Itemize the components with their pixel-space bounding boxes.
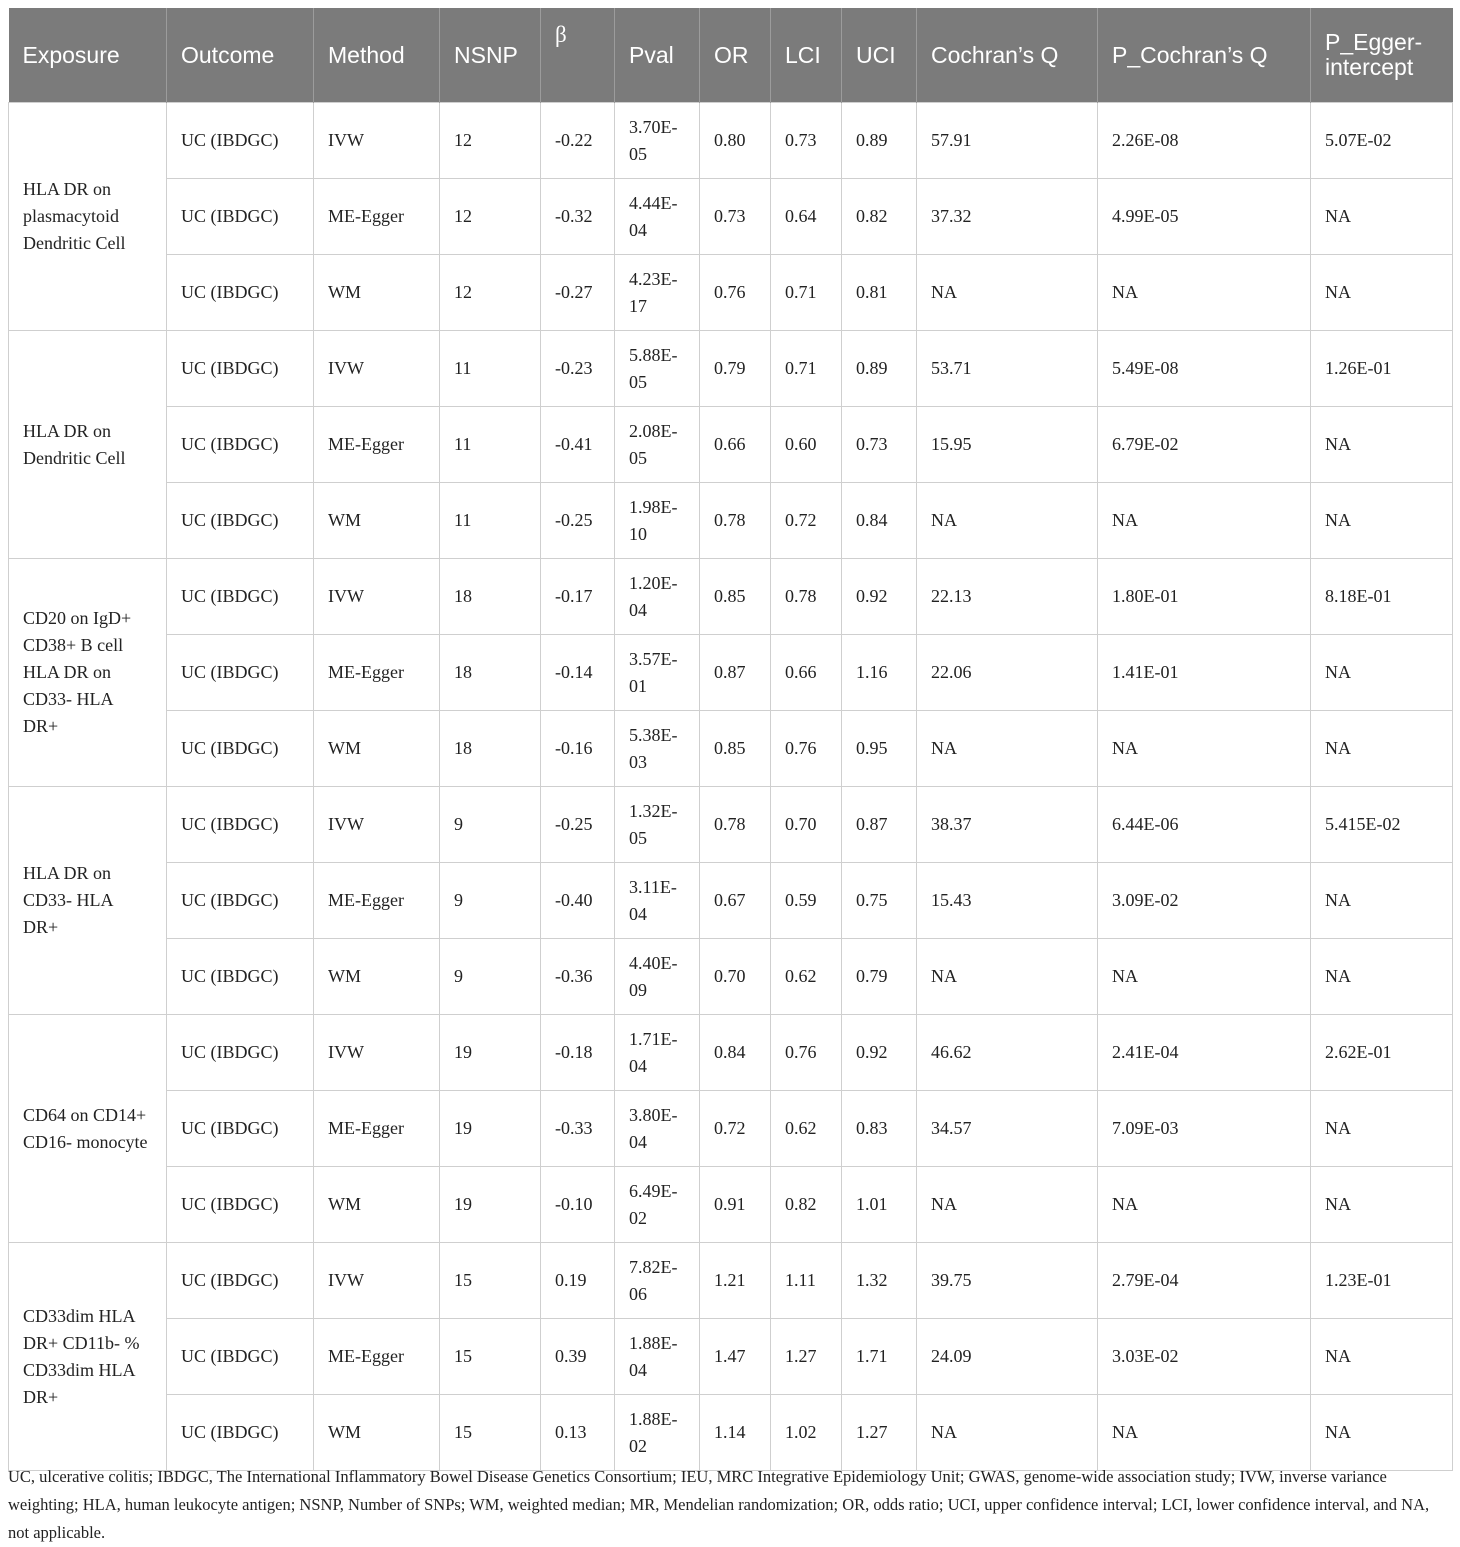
cell-exposure: HLA DR on plasmacytoid Dendritic Cell: [9, 103, 167, 331]
cell-p-egger-intercept: NA: [1311, 1091, 1453, 1167]
cell-outcome: UC (IBDGC): [167, 1395, 314, 1471]
cell-nsnp: 15: [440, 1243, 541, 1319]
cell-outcome: UC (IBDGC): [167, 483, 314, 559]
cell-beta: -0.36: [541, 939, 615, 1015]
cell-pval: 6.49E-02: [615, 1167, 700, 1243]
cell-pval: 3.57E-01: [615, 635, 700, 711]
cell-nsnp: 11: [440, 483, 541, 559]
cell-cochrans-q: 22.13: [917, 559, 1098, 635]
cell-p-cochrans-q: 3.03E-02: [1098, 1319, 1311, 1395]
cell-lci: 0.78: [771, 559, 842, 635]
header-row: [9, 8, 1453, 103]
cell-lci: 0.60: [771, 407, 842, 483]
cell-cochrans-q: 46.62: [917, 1015, 1098, 1091]
cell-pval: 4.23E-17: [615, 255, 700, 331]
cell-lci: 0.72: [771, 483, 842, 559]
table-row: [9, 407, 1453, 483]
cell-or: 0.72: [700, 1091, 771, 1167]
cell-cochrans-q: 39.75: [917, 1243, 1098, 1319]
cell-p-egger-intercept: NA: [1311, 483, 1453, 559]
cell-nsnp: 18: [440, 711, 541, 787]
cell-exposure: CD64 on CD14+ CD16- monocyte: [9, 1015, 167, 1243]
cell-outcome: UC (IBDGC): [167, 559, 314, 635]
cell-uci: 1.32: [842, 1243, 917, 1319]
cell-p-cochrans-q: 2.41E-04: [1098, 1015, 1311, 1091]
cell-lci: 0.73: [771, 103, 842, 179]
cell-pval: 1.32E-05: [615, 787, 700, 863]
cell-method: ME-Egger: [314, 635, 440, 711]
cell-lci: 0.64: [771, 179, 842, 255]
cell-pval: 1.20E-04: [615, 559, 700, 635]
cell-method: IVW: [314, 103, 440, 179]
cell-method: IVW: [314, 787, 440, 863]
cell-method: ME-Egger: [314, 179, 440, 255]
header-beta: β: [541, 8, 615, 103]
cell-uci: 0.83: [842, 1091, 917, 1167]
cell-p-cochrans-q: 1.80E-01: [1098, 559, 1311, 635]
cell-nsnp: 12: [440, 255, 541, 331]
table-row: [9, 1091, 1453, 1167]
cell-pval: 7.82E-06: [615, 1243, 700, 1319]
cell-beta: -0.25: [541, 787, 615, 863]
cell-outcome: UC (IBDGC): [167, 407, 314, 483]
cell-p-egger-intercept: 5.07E-02: [1311, 103, 1453, 179]
cell-p-egger-intercept: 1.26E-01: [1311, 331, 1453, 407]
table-row: [9, 863, 1453, 939]
cell-or: 0.87: [700, 635, 771, 711]
cell-beta: 0.13: [541, 1395, 615, 1471]
cell-p-cochrans-q: 6.79E-02: [1098, 407, 1311, 483]
cell-method: WM: [314, 255, 440, 331]
table-row: [9, 255, 1453, 331]
header-cochrans-q: Cochran’s Q: [917, 8, 1098, 103]
cell-cochrans-q: NA: [917, 255, 1098, 331]
cell-method: ME-Egger: [314, 1319, 440, 1395]
cell-p-cochrans-q: NA: [1098, 255, 1311, 331]
table-body: [9, 103, 1453, 1471]
cell-nsnp: 19: [440, 1167, 541, 1243]
cell-uci: 0.95: [842, 711, 917, 787]
cell-or: 0.67: [700, 863, 771, 939]
cell-pval: 4.44E-04: [615, 179, 700, 255]
cell-nsnp: 18: [440, 559, 541, 635]
table-row: [9, 939, 1453, 1015]
cell-cochrans-q: 22.06: [917, 635, 1098, 711]
header-or: OR: [700, 8, 771, 103]
cell-p-egger-intercept: 5.415E-02: [1311, 787, 1453, 863]
table-row: [9, 1243, 1453, 1319]
cell-nsnp: 15: [440, 1395, 541, 1471]
cell-uci: 0.92: [842, 559, 917, 635]
cell-lci: 0.62: [771, 1091, 842, 1167]
cell-beta: -0.32: [541, 179, 615, 255]
table-row: [9, 103, 1453, 179]
cell-beta: 0.39: [541, 1319, 615, 1395]
cell-outcome: UC (IBDGC): [167, 1015, 314, 1091]
cell-lci: 1.11: [771, 1243, 842, 1319]
cell-cochrans-q: NA: [917, 483, 1098, 559]
cell-p-cochrans-q: 1.41E-01: [1098, 635, 1311, 711]
cell-or: 0.85: [700, 711, 771, 787]
cell-beta: -0.25: [541, 483, 615, 559]
cell-p-egger-intercept: 8.18E-01: [1311, 559, 1453, 635]
header-lci: LCI: [771, 8, 842, 103]
cell-nsnp: 15: [440, 1319, 541, 1395]
cell-p-egger-intercept: NA: [1311, 1395, 1453, 1471]
cell-or: 0.79: [700, 331, 771, 407]
cell-cochrans-q: 24.09: [917, 1319, 1098, 1395]
cell-cochrans-q: 37.32: [917, 179, 1098, 255]
cell-cochrans-q: 57.91: [917, 103, 1098, 179]
cell-cochrans-q: 34.57: [917, 1091, 1098, 1167]
cell-uci: 0.92: [842, 1015, 917, 1091]
cell-p-egger-intercept: NA: [1311, 635, 1453, 711]
cell-or: 0.76: [700, 255, 771, 331]
cell-lci: 1.27: [771, 1319, 842, 1395]
cell-nsnp: 9: [440, 863, 541, 939]
cell-p-egger-intercept: NA: [1311, 863, 1453, 939]
cell-outcome: UC (IBDGC): [167, 1167, 314, 1243]
cell-or: 0.91: [700, 1167, 771, 1243]
header-pval: Pval: [615, 8, 700, 103]
cell-uci: 0.87: [842, 787, 917, 863]
table-row: [9, 559, 1453, 635]
cell-method: IVW: [314, 1015, 440, 1091]
cell-nsnp: 19: [440, 1015, 541, 1091]
cell-pval: 3.70E-05: [615, 103, 700, 179]
cell-or: 0.84: [700, 1015, 771, 1091]
header-p-cochrans-q: P_Cochran’s Q: [1098, 8, 1311, 103]
cell-beta: -0.23: [541, 331, 615, 407]
cell-lci: 0.66: [771, 635, 842, 711]
cell-method: ME-Egger: [314, 863, 440, 939]
cell-or: 0.85: [700, 559, 771, 635]
cell-cochrans-q: 15.43: [917, 863, 1098, 939]
cell-outcome: UC (IBDGC): [167, 179, 314, 255]
cell-uci: 0.81: [842, 255, 917, 331]
cell-outcome: UC (IBDGC): [167, 331, 314, 407]
cell-nsnp: 11: [440, 331, 541, 407]
header-p-egger-intercept: P_Egger-intercept: [1311, 8, 1453, 103]
cell-uci: 0.79: [842, 939, 917, 1015]
table-row: [9, 635, 1453, 711]
cell-or: 0.66: [700, 407, 771, 483]
cell-pval: 5.88E-05: [615, 331, 700, 407]
cell-method: IVW: [314, 331, 440, 407]
cell-p-cochrans-q: 2.79E-04: [1098, 1243, 1311, 1319]
cell-exposure: HLA DR on CD33- HLA DR+: [9, 787, 167, 1015]
cell-p-egger-intercept: NA: [1311, 939, 1453, 1015]
cell-or: 0.73: [700, 179, 771, 255]
cell-nsnp: 9: [440, 939, 541, 1015]
cell-lci: 0.71: [771, 255, 842, 331]
cell-uci: 0.89: [842, 103, 917, 179]
cell-p-egger-intercept: NA: [1311, 1319, 1453, 1395]
cell-method: WM: [314, 711, 440, 787]
cell-p-egger-intercept: NA: [1311, 711, 1453, 787]
cell-p-cochrans-q: 7.09E-03: [1098, 1091, 1311, 1167]
cell-lci: 0.82: [771, 1167, 842, 1243]
cell-pval: 3.11E-04: [615, 863, 700, 939]
table-row: [9, 1015, 1453, 1091]
cell-exposure: CD33dim HLA DR+ CD11b- % CD33dim HLA DR+: [9, 1243, 167, 1471]
cell-nsnp: 12: [440, 103, 541, 179]
table-row: [9, 331, 1453, 407]
cell-outcome: UC (IBDGC): [167, 255, 314, 331]
cell-outcome: UC (IBDGC): [167, 787, 314, 863]
cell-or: 0.78: [700, 483, 771, 559]
cell-p-cochrans-q: 4.99E-05: [1098, 179, 1311, 255]
cell-p-egger-intercept: 1.23E-01: [1311, 1243, 1453, 1319]
cell-outcome: UC (IBDGC): [167, 635, 314, 711]
cell-cochrans-q: NA: [917, 939, 1098, 1015]
cell-outcome: UC (IBDGC): [167, 1243, 314, 1319]
cell-p-cochrans-q: NA: [1098, 711, 1311, 787]
cell-or: 1.47: [700, 1319, 771, 1395]
cell-outcome: UC (IBDGC): [167, 1319, 314, 1395]
cell-outcome: UC (IBDGC): [167, 103, 314, 179]
cell-cochrans-q: 53.71: [917, 331, 1098, 407]
table-row: [9, 711, 1453, 787]
cell-exposure: HLA DR on Dendritic Cell: [9, 331, 167, 559]
table-row: [9, 179, 1453, 255]
cell-method: WM: [314, 483, 440, 559]
cell-pval: 3.80E-04: [615, 1091, 700, 1167]
cell-or: 0.78: [700, 787, 771, 863]
table-row: [9, 787, 1453, 863]
table-row: [9, 1319, 1453, 1395]
table-row: [9, 483, 1453, 559]
cell-beta: -0.16: [541, 711, 615, 787]
cell-cochrans-q: NA: [917, 1167, 1098, 1243]
cell-method: ME-Egger: [314, 407, 440, 483]
cell-uci: 0.73: [842, 407, 917, 483]
cell-uci: 0.75: [842, 863, 917, 939]
mr-results-table: [8, 8, 1453, 1471]
cell-p-cochrans-q: 5.49E-08: [1098, 331, 1311, 407]
cell-outcome: UC (IBDGC): [167, 1091, 314, 1167]
cell-beta: 0.19: [541, 1243, 615, 1319]
cell-beta: -0.10: [541, 1167, 615, 1243]
results-table-container: [8, 8, 1452, 1471]
cell-or: 1.21: [700, 1243, 771, 1319]
cell-pval: 5.38E-03: [615, 711, 700, 787]
cell-lci: 0.62: [771, 939, 842, 1015]
cell-lci: 0.71: [771, 331, 842, 407]
cell-pval: 2.08E-05: [615, 407, 700, 483]
cell-method: ME-Egger: [314, 1091, 440, 1167]
cell-nsnp: 12: [440, 179, 541, 255]
cell-pval: 4.40E-09: [615, 939, 700, 1015]
cell-uci: 0.82: [842, 179, 917, 255]
table-row: [9, 1167, 1453, 1243]
cell-p-cochrans-q: NA: [1098, 1167, 1311, 1243]
cell-cochrans-q: 38.37: [917, 787, 1098, 863]
cell-lci: 0.76: [771, 711, 842, 787]
cell-outcome: UC (IBDGC): [167, 863, 314, 939]
cell-cochrans-q: NA: [917, 711, 1098, 787]
cell-exposure: CD20 on IgD+ CD38+ B cell HLA DR on CD33- HLA DR+: [9, 559, 167, 787]
cell-p-egger-intercept: 2.62E-01: [1311, 1015, 1453, 1091]
cell-uci: 1.16: [842, 635, 917, 711]
cell-outcome: UC (IBDGC): [167, 939, 314, 1015]
table-footnote: UC, ulcerative colitis; IBDGC, The International Inflammatory Bowel Disease Genetics Consortium; IEU, MRC Integrative Epidemiology Unit; GWAS, genome-wide association study; IVW, inverse variance weighting; HLA, human leukocyte antigen; NSNP, Number of SNPs; WM, weighted median; MR, Mendelian randomization; OR, odds ratio; UCI, upper confidence interval; LCI, lower confidence interval, and NA, not applicable.: [8, 1467, 1430, 1542]
cell-p-egger-intercept: NA: [1311, 407, 1453, 483]
cell-p-cochrans-q: NA: [1098, 483, 1311, 559]
cell-cochrans-q: 15.95: [917, 407, 1098, 483]
cell-pval: 1.98E-10: [615, 483, 700, 559]
cell-uci: 1.71: [842, 1319, 917, 1395]
header-uci: UCI: [842, 8, 917, 103]
cell-uci: 1.01: [842, 1167, 917, 1243]
cell-or: 0.80: [700, 103, 771, 179]
cell-method: WM: [314, 939, 440, 1015]
cell-uci: 1.27: [842, 1395, 917, 1471]
cell-beta: -0.22: [541, 103, 615, 179]
cell-or: 0.70: [700, 939, 771, 1015]
cell-beta: -0.40: [541, 863, 615, 939]
cell-pval: 1.71E-04: [615, 1015, 700, 1091]
cell-nsnp: 18: [440, 635, 541, 711]
header-outcome: Outcome: [167, 8, 314, 103]
cell-beta: -0.27: [541, 255, 615, 331]
cell-method: WM: [314, 1395, 440, 1471]
cell-p-cochrans-q: 2.26E-08: [1098, 103, 1311, 179]
cell-method: IVW: [314, 559, 440, 635]
cell-beta: -0.17: [541, 559, 615, 635]
cell-p-cochrans-q: NA: [1098, 1395, 1311, 1471]
cell-beta: -0.18: [541, 1015, 615, 1091]
cell-or: 1.14: [700, 1395, 771, 1471]
cell-nsnp: 19: [440, 1091, 541, 1167]
cell-cochrans-q: NA: [917, 1395, 1098, 1471]
cell-p-cochrans-q: NA: [1098, 939, 1311, 1015]
cell-outcome: UC (IBDGC): [167, 711, 314, 787]
header-nsnp: NSNP: [440, 8, 541, 103]
cell-beta: -0.33: [541, 1091, 615, 1167]
cell-p-cochrans-q: 6.44E-06: [1098, 787, 1311, 863]
cell-uci: 0.84: [842, 483, 917, 559]
header-exposure: Exposure: [9, 8, 167, 103]
table-row: [9, 1395, 1453, 1471]
cell-beta: -0.14: [541, 635, 615, 711]
cell-beta: -0.41: [541, 407, 615, 483]
cell-p-cochrans-q: 3.09E-02: [1098, 863, 1311, 939]
cell-lci: 0.70: [771, 787, 842, 863]
cell-p-egger-intercept: NA: [1311, 1167, 1453, 1243]
header-method: Method: [314, 8, 440, 103]
cell-lci: 0.59: [771, 863, 842, 939]
cell-method: WM: [314, 1167, 440, 1243]
cell-nsnp: 9: [440, 787, 541, 863]
cell-method: IVW: [314, 1243, 440, 1319]
cell-uci: 0.89: [842, 331, 917, 407]
cell-p-egger-intercept: NA: [1311, 179, 1453, 255]
cell-lci: 0.76: [771, 1015, 842, 1091]
cell-nsnp: 11: [440, 407, 541, 483]
cell-pval: 1.88E-02: [615, 1395, 700, 1471]
cell-pval: 1.88E-04: [615, 1319, 700, 1395]
cell-lci: 1.02: [771, 1395, 842, 1471]
cell-p-egger-intercept: NA: [1311, 255, 1453, 331]
